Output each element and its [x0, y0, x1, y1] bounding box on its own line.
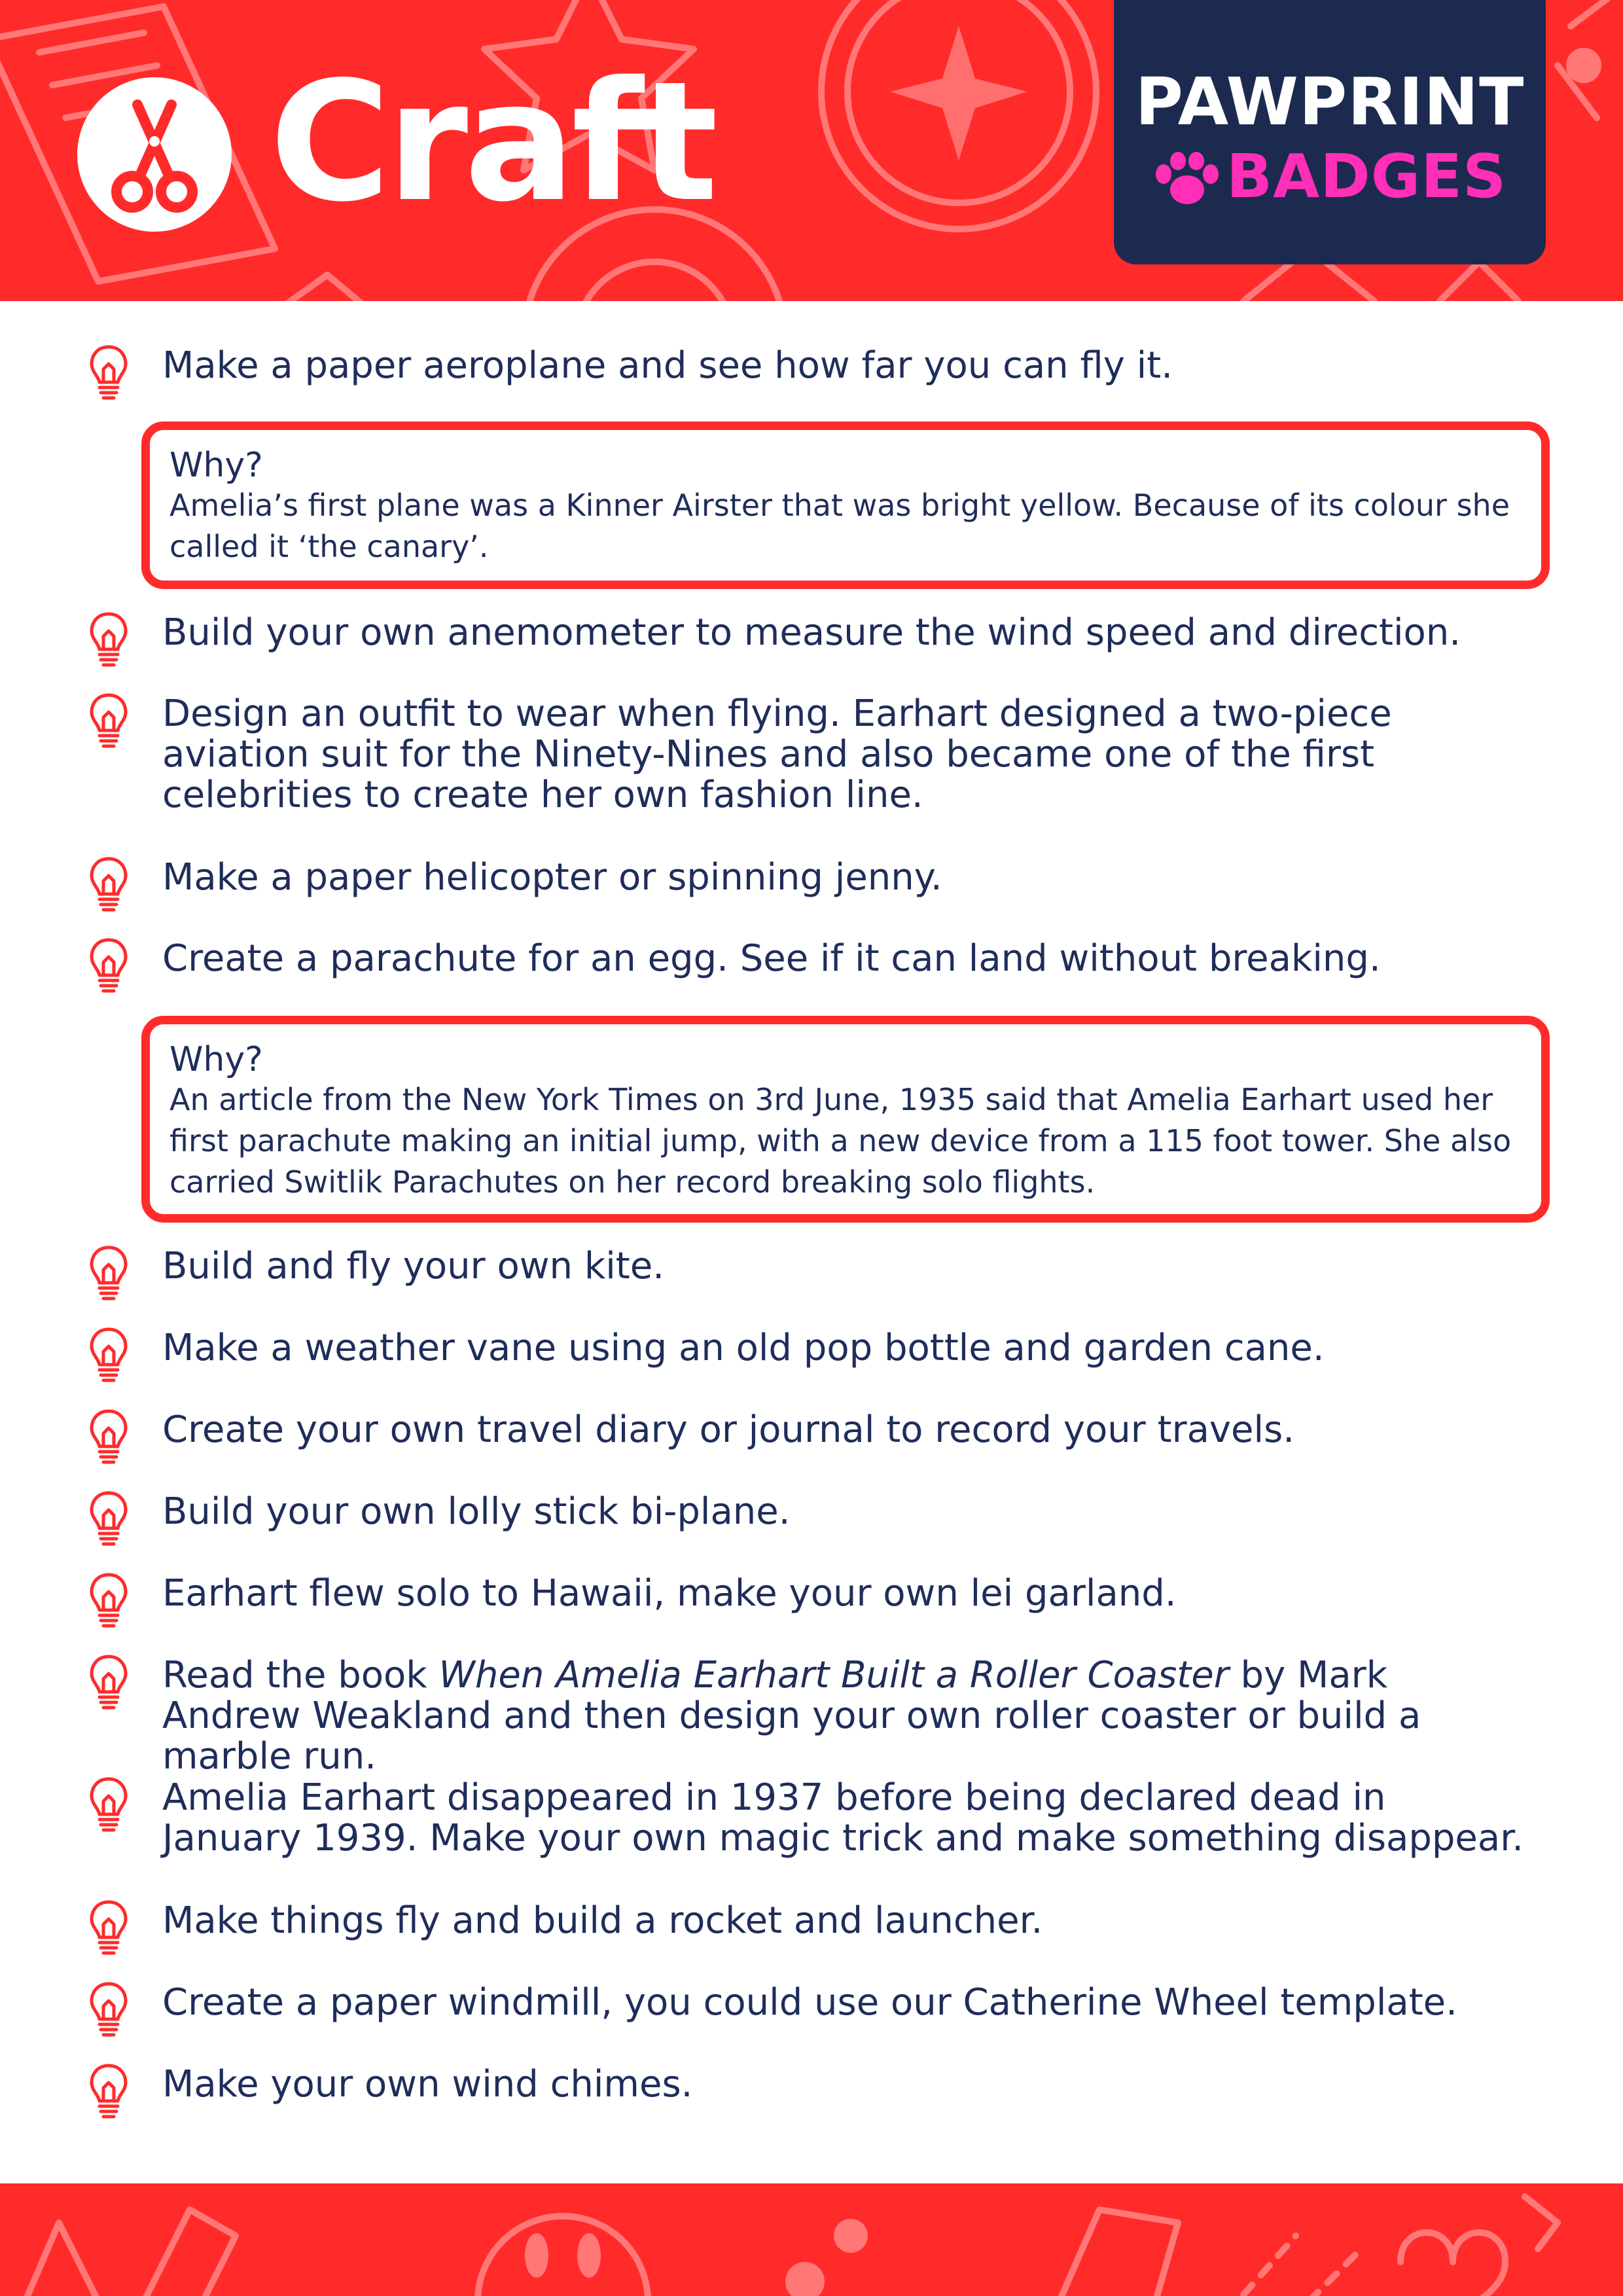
book-title: When Amelia Earhart Built a Roller Coaster: [438, 1654, 1229, 1696]
craft-doodles-footer: [0, 2183, 1623, 2296]
lightbulb-icon: [88, 855, 130, 915]
lightbulb-icon: [88, 1489, 130, 1549]
lightbulb-icon: [88, 610, 130, 670]
lightbulb-icon: [88, 1775, 130, 1835]
list-item-text: Create a paper windmill, you could use our Catherine Wheel template.: [162, 1981, 1457, 2024]
lightbulb-icon: [88, 936, 130, 996]
list-item-text: Make a paper aeroplane and see how far you can fly it.: [162, 344, 1173, 387]
paw-icon: [1153, 152, 1221, 207]
lightbulb-icon: [88, 1244, 130, 1304]
list-item-text: Create a parachute for an egg. See if it can land without breaking.: [162, 937, 1381, 980]
lightbulb-icon: [88, 1898, 130, 1958]
brand-name-bottom: [1153, 141, 1520, 211]
why-box-text: Amelia’s first plane was a Kinner Airster that was bright yellow. Because of its colour she called it ‘the canary’.: [169, 488, 1510, 564]
page-title: Craft: [270, 46, 715, 238]
list-item-text: Make a weather vane using an old pop bottle and garden cane.: [162, 1327, 1325, 1369]
list-item-text: Create your own travel diary or journal to record your travels.: [162, 1408, 1295, 1451]
footer-banner: [0, 2183, 1623, 2296]
lightbulb-icon: [88, 1571, 130, 1631]
lightbulb-icon: [88, 1325, 130, 1386]
brand-name-badges: BADGES: [1226, 141, 1507, 211]
lightbulb-icon: [88, 691, 130, 751]
why-box-title: Why?: [169, 446, 263, 485]
list-item-text: [162, 1655, 1524, 1777]
list-item-text: Build your own lolly stick bi-plane.: [162, 1490, 791, 1533]
why-box: [141, 422, 1550, 589]
list-item-text: Make things fly and build a rocket and launcher.: [162, 1899, 1043, 1942]
list-item-text: Make your own wind chimes.: [162, 2063, 693, 2106]
scissors-icon: [77, 77, 232, 232]
why-box-title: Why?: [169, 1040, 263, 1079]
list-item-text-prefix: Read the book: [162, 1654, 439, 1696]
list-item-text: Make a paper helicopter or spinning jenny.: [162, 856, 942, 899]
list-item-text-suffix: by Mark Andrew Weakland and then design your own roller coaster or build a marble run.: [162, 1654, 1421, 1778]
scissors-badge: [77, 77, 232, 232]
list-item-text: Design an outfit to wear when flying. Earhart designed a two-piece aviation suit for the Ninety-Nines and also became one of the first celebrities to create her own fashion line.: [162, 692, 1392, 816]
brand-name-top: PAWPRINT: [1135, 63, 1525, 140]
lightbulb-icon: [88, 1980, 130, 2040]
lightbulb-icon: [88, 1653, 130, 1713]
list-item-text: Build and fly your own kite.: [162, 1245, 665, 1287]
lightbulb-icon: [88, 2062, 130, 2122]
lightbulb-icon: [88, 343, 130, 403]
lightbulb-icon: [88, 1407, 130, 1467]
why-box-text: An article from the New York Times on 3rd June, 1935 said that Amelia Earhart used her first parachute making an initial jump, with a new device from a 115 foot tower. She also carried Switlik Parachutes on her record breaking solo flights.: [169, 1082, 1512, 1200]
list-item-text: Build your own anemometer to measure the wind speed and direction.: [162, 611, 1461, 654]
header-banner: [0, 0, 1623, 301]
brand-logo: [1114, 0, 1546, 264]
list-item-text: Amelia Earhart disappeared in 1937 before being declared dead in January 1939. Make your own magic trick and make something disappear.: [162, 1776, 1524, 1859]
why-box: [141, 1016, 1550, 1223]
list-item-text: Earhart flew solo to Hawaii, make your own lei garland.: [162, 1572, 1177, 1615]
